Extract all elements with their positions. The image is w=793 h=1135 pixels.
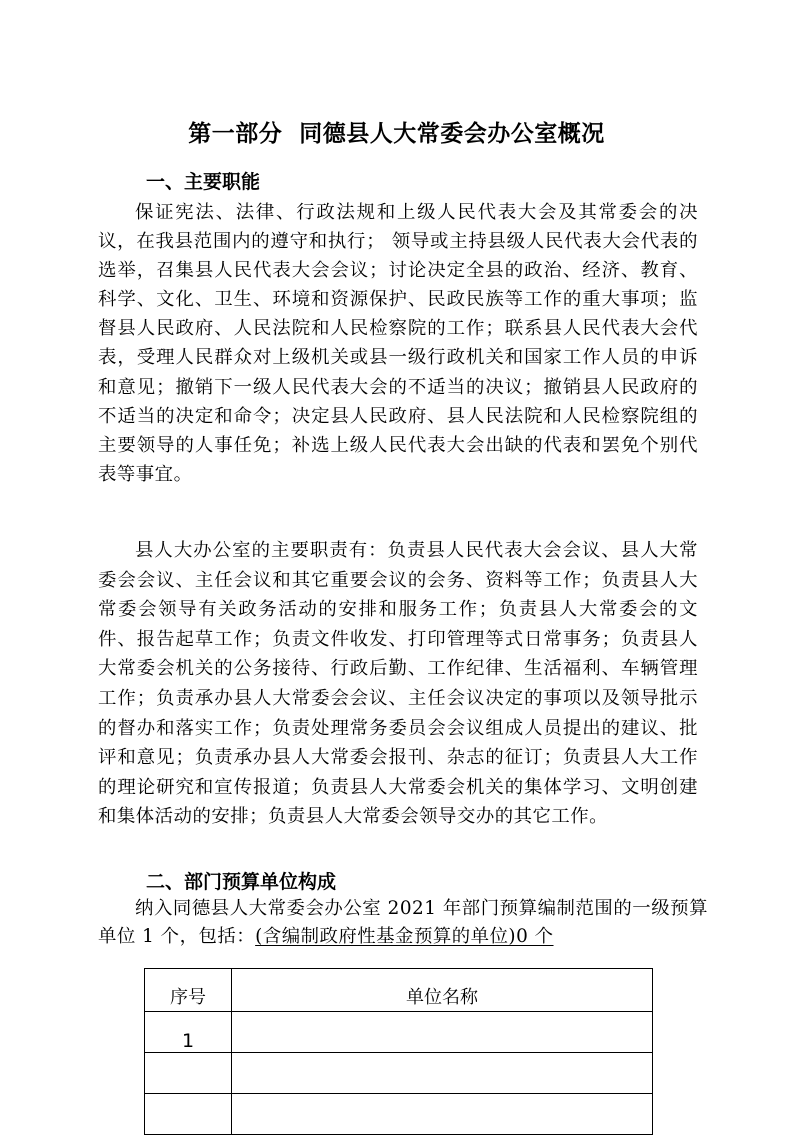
table-row — [145, 1094, 653, 1135]
table-cell-serial-number — [145, 1053, 232, 1094]
section-heading-budget-units: 二、部门预算单位构成 — [146, 871, 337, 893]
table-header-row — [145, 969, 653, 1012]
table-cell-unit-name — [232, 1053, 653, 1094]
paragraph-budget-units — [98, 895, 708, 951]
table-header-serial-number: 序号 — [145, 969, 232, 1012]
table-cell-serial-number — [145, 1094, 232, 1135]
budget-units-table — [144, 968, 653, 1135]
section-heading-main-functions: 一、主要职能 — [146, 171, 261, 193]
budget-units-text: 纳入同德县人大常委会办公室 2021 年部门预算编制范围的一级预算单位 1 个，包括： — [98, 898, 708, 947]
table-row — [145, 1053, 653, 1094]
table-header-unit-name: 单位名称 — [232, 969, 653, 1012]
table-cell-unit-name — [232, 1094, 653, 1135]
paragraph-office-duties: 县人大办公室的主要职责有：负责县人民代表大会会议、县人大常委会会议、主任会议和其它重要会议的会务、资料等工作；负责县人大常委会领导有关政务活动的安排和服务工作；负责县人大常委会的文件、报告起草工作；负责文件收发、打印管理等式日常事务；负责县人大常委会机关的公务接待、行政后勤、工作纪律、生活福利、车辆管理工作；负责承办县人大常委会会议、主任会议决定的事项以及领导批示的督办和落实工作；负责处理常务委员会会议组成人员提出的建议、批评和意见；负责承办县人大常委会报刊、杂志的征订；负责县人大工作的理论研究和宣传报道；负责县人大常委会机关的集体学习、文明创建和集体活动的安排；负责县人大常委会领导交办的其它工作。 — [98, 540, 698, 828]
table-row — [145, 1012, 653, 1053]
paragraph-main-functions: 保证宪法、法律、行政法规和上级人民代表大会及其常委会的决议，在我县范围内的遵守和执行； 领导或主持县级人民代表大会代表的选举，召集县人民代表大会会议；讨论决定全县的政治、经济、教育、科学、文化、卫生、环境和资源保护、民政民族等工作的重大事项；监督县人民政府、人民法院和人民检察院的工作；联系县人民代表大会代表，受理人民群众对上级机关或县一级行政机关和国家工作人员的申诉和意见；撤销下一级人民代表大会的不适当的决议；撤销县人民政府的不适当的决定和命令；决定县人民政府、县人民法院和人民检察院组的主要领导的人事任免；补选上级人民代表大会出缺的代表和罢免个别代表等事宜。 — [98, 202, 698, 485]
table-cell-unit-name — [232, 1012, 653, 1053]
budget-units-underlined-text: (含编制政府性基金预算的单位)0 个 — [255, 926, 554, 947]
page-title: 第一部分 同德县人大常委会办公室概况 — [188, 121, 605, 147]
table-cell-serial-number: 1 — [145, 1012, 232, 1053]
